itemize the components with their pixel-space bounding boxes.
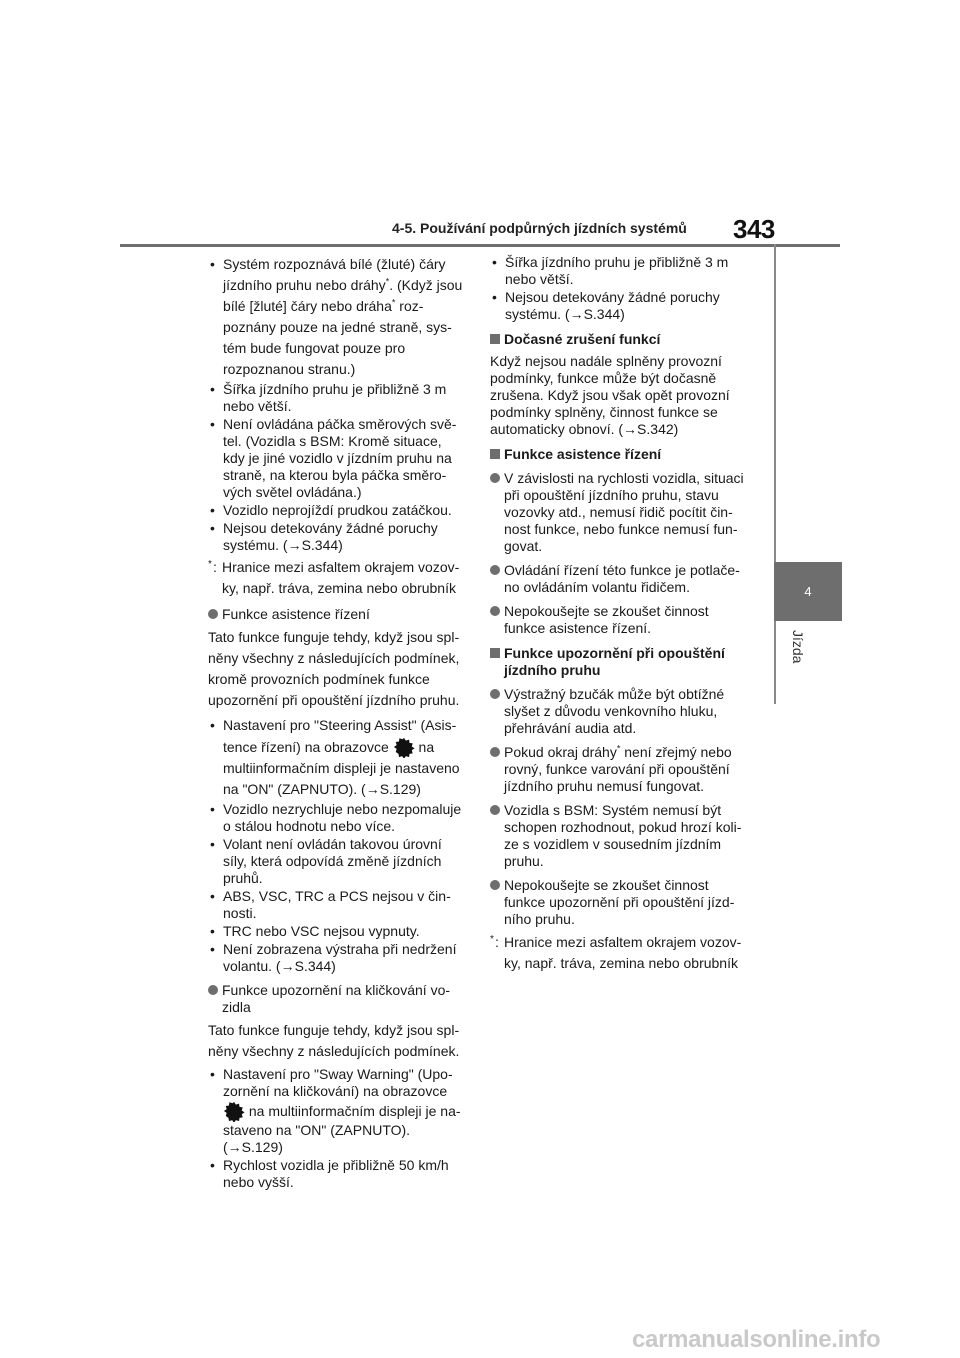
list-item: [208, 502, 466, 519]
bullet-glyph: •: [210, 717, 215, 733]
circle-bullet-icon: [490, 606, 500, 616]
item-text: Není ovládána páčka směrových světel. (Vozidla s BSM: Kromě situace, kdy je jiné vozidlo v jízdním pruhu na straně, na kterou byla páčka směrových světel ovládána.): [223, 416, 457, 500]
bullet-glyph: •: [210, 801, 215, 817]
bullet-glyph: •: [492, 289, 497, 305]
bullet-glyph: •: [210, 381, 215, 397]
list-item: [208, 715, 466, 800]
circle-item: [490, 562, 748, 596]
list-item: [490, 289, 748, 323]
bullet-glyph: •: [210, 1157, 215, 1173]
list-item: [208, 1157, 466, 1191]
item-text: V závislosti na rychlosti vozidla, situaci při opouštění jízdního pruhu, stavu vozovky atd., nemusí řidič pocítit činnost funkce, nebo funkce nemusí fungovat.: [504, 470, 744, 554]
item-text: Vozidlo nezrychluje nebo nezpomaluje o stálou hodnotu nebo více.: [223, 801, 462, 834]
list-item: [208, 1066, 466, 1156]
bullet-glyph: •: [210, 888, 215, 904]
heading-text: Funkce asistence řízení: [222, 606, 370, 622]
gear-icon: [393, 736, 415, 758]
chapter-label-text: Jízda: [790, 630, 806, 664]
item-text: Systém rozpoznává bílé (žluté) čáry jízdního pruhu nebo dráhy: [223, 256, 446, 293]
footnote-marker: *: [490, 934, 494, 945]
header-title: 4-5. Používání podpůrných jízdních systémů: [392, 220, 687, 236]
bullet-glyph: •: [210, 416, 215, 432]
list-item: [208, 888, 466, 922]
left-column: [208, 254, 466, 1192]
right-column: [490, 254, 748, 979]
footnote-marker: *: [385, 276, 390, 287]
paragraph: Tato funkce funguje tehdy, když jsou splněny všechny z následujících podmínek, kromě provozních podmínek funkce upozornění při opouštění jízdního pruhu.: [208, 629, 460, 708]
circle-bullet-icon: [490, 565, 500, 575]
item-text: Vozidlo neprojíždí prudkou zatáčkou.: [223, 502, 452, 518]
item-text: Šířka jízdního pruhu je přibližně 3 m nebo větší.: [223, 381, 447, 414]
square-heading: [490, 446, 748, 463]
bullet-glyph: •: [210, 923, 215, 939]
footnote-marker: *: [208, 559, 212, 570]
circle-item: [490, 802, 748, 870]
list-item: [490, 254, 748, 288]
circle-bullet-icon: [490, 747, 500, 757]
item-text: Nastavení pro "Sway Warning" (Upozornění na kličkování) na obrazovce: [223, 1066, 453, 1099]
item-text: Vozidla s BSM: Systém nemusí být schopen rozhodnout, pokud hrozí kolize s vozidlem v sousedním jízdním pruhu.: [504, 802, 742, 869]
item-text: Rychlost vozidla je přibližně 50 km/h nebo vyšší.: [223, 1157, 449, 1190]
item-text: na multiinformačním displeji je nastaveno na "ON" (ZAPNUTO). (→S.129): [223, 739, 460, 797]
heading-text: Funkce upozornění při opouštění jízdního pruhu: [504, 645, 725, 678]
item-text: Nepokoušejte se zkoušet činnost funkce upozornění při opouštění jízdního pruhu.: [504, 877, 735, 927]
list-item: [208, 941, 466, 975]
heading-text: Funkce asistence řízení: [504, 446, 662, 462]
bullet-glyph: •: [210, 502, 215, 518]
heading-text: Funkce upozornění na kličkování vozidla: [222, 982, 451, 1015]
item-text: na multiinformačním displeji je nastaveno na "ON" (ZAPNUTO). (→S.129): [223, 1103, 461, 1155]
footnote-marker: *: [391, 297, 396, 308]
bullet-glyph: •: [210, 256, 215, 272]
circle-item: [490, 877, 748, 928]
circle-bullet-icon: [490, 805, 500, 815]
list-item: [208, 836, 466, 887]
footnote: * : Hranice mezi asfaltem okrajem vozovky, např. tráva, zemina nebo obrubník: [208, 557, 466, 599]
gear-icon: [223, 1100, 245, 1122]
bullet-glyph: •: [210, 836, 215, 852]
watermark: carmanualsonline.info: [632, 1326, 881, 1353]
bullet-glyph: •: [210, 1066, 215, 1082]
item-text: rozpoznány pouze na jedné straně, systém bude fungovat pouze pro rozpoznanou stranu.): [223, 298, 452, 377]
bullet-glyph: •: [492, 254, 497, 270]
circle-bullet-icon: [490, 473, 500, 483]
item-text: Šířka jízdního pruhu je přibližně 3 m nebo větší.: [505, 254, 729, 287]
chapter-side-label: [790, 630, 810, 690]
square-bullet-icon: [490, 334, 500, 344]
header-rule: [120, 244, 840, 247]
item-text: Nejsou detekovány žádné poruchy systému. (→S.344): [223, 520, 438, 553]
circle-bullet-icon: [208, 985, 218, 995]
square-bullet-icon: [490, 449, 500, 459]
list-item: [208, 416, 466, 501]
circle-item: [490, 686, 748, 737]
footnote-text: Hranice mezi asfaltem okrajem vozovky, např. tráva, zemina nebo obrubník: [504, 934, 742, 971]
circle-bullet-icon: [208, 609, 218, 619]
circle-heading: [208, 606, 466, 623]
circle-item: [490, 603, 748, 637]
item-text: Volant není ovládán takovou úrovní síly, která odpovídá změně jízdních pruhů.: [223, 836, 442, 886]
square-bullet-icon: [490, 648, 500, 658]
item-text: Ovládání řízení této funkce je potlačeno ovládáním volantu řidičem.: [504, 562, 740, 595]
item-text: Pokud okraj dráhy: [504, 744, 617, 760]
square-heading: [490, 645, 748, 679]
list-item: [208, 923, 466, 940]
list-item: [208, 254, 466, 380]
chapter-side-rule: [774, 244, 776, 704]
paragraph: Když nejsou nadále splněny provozní podmínky, funkce může být dočasně zrušena. Když jsou však opět provozní podmínky splněny, činnost funkce se automaticky obnoví. (→S.342): [490, 353, 730, 437]
item-text: není zřejmý nebo rovný, funkce varování při opouštění jízdního pruhu nemusí fungovat.: [504, 744, 732, 794]
item-text: TRC nebo VSC nejsou vypnuty.: [223, 923, 420, 939]
circle-heading: [208, 982, 466, 1016]
square-heading: [490, 331, 748, 348]
footnote: * : Hranice mezi asfaltem okrajem vozovky, např. tráva, zemina nebo obrubník: [490, 932, 748, 974]
footnote-marker: *: [616, 743, 621, 754]
footnote-text: Hranice mezi asfaltem okrajem vozovky, např. tráva, zemina nebo obrubník: [222, 559, 460, 596]
paragraph: Tato funkce funguje tehdy, když jsou splněny všechny z následujících podmínek.: [208, 1022, 460, 1059]
list-item: [208, 801, 466, 835]
list-item: [208, 520, 466, 554]
item-text: . (Když jsou bílé [žluté] čáry nebo dráha: [223, 277, 463, 314]
circle-item: [490, 744, 748, 795]
item-text: Nastavení pro "Steering Assist" (Asistence řízení) na obrazovce: [223, 717, 457, 755]
item-text: Nepokoušejte se zkoušet činnost funkce asistence řízení.: [504, 603, 709, 636]
chapter-tab: 4: [774, 562, 842, 621]
item-text: Není zobrazena výstraha při nedržení volantu. (→S.344): [223, 941, 457, 974]
item-text: Nejsou detekovány žádné poruchy systému. (→S.344): [505, 289, 720, 322]
circle-bullet-icon: [490, 880, 500, 890]
item-text: ABS, VSC, TRC a PCS nejsou v činnosti.: [223, 888, 451, 921]
heading-text: Dočasné zrušení funkcí: [504, 331, 661, 347]
page-number: 343: [733, 214, 775, 244]
circle-bullet-icon: [490, 689, 500, 699]
circle-item: [490, 470, 748, 555]
bullet-glyph: •: [210, 941, 215, 957]
item-text: Výstražný bzučák může být obtížné slyšet z důvodu venkovního hluku, přehrávání audia atd.: [504, 686, 725, 736]
list-item: [208, 381, 466, 415]
bullet-glyph: •: [210, 520, 215, 536]
